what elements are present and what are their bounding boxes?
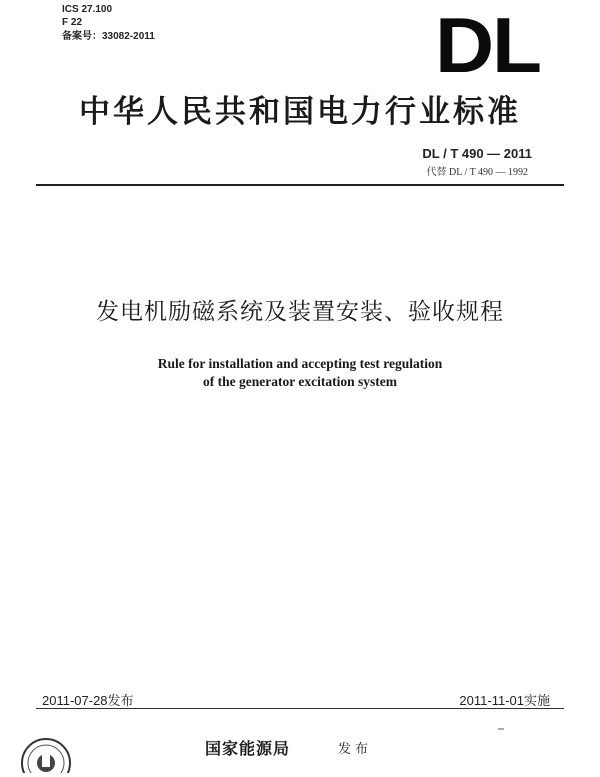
document-title-en-line2: of the generator excitation system — [203, 374, 397, 389]
header-divider — [36, 184, 564, 186]
implement-date: 2011-11-01实施 — [459, 693, 550, 708]
replaces-code: 代替 DL / T 490 — 1992 — [426, 167, 528, 178]
document-title-cn: 发电机励磁系统及装置安装、验收规程 — [96, 299, 504, 325]
dl-logo: DL — [435, 1, 540, 89]
ics-number: ICS 27.100 — [62, 4, 113, 15]
standard-code: DL / T 490 — 2011 — [422, 146, 532, 161]
publisher-name: 国家能源局 — [205, 739, 291, 758]
category-code: F 22 — [62, 17, 83, 28]
seal-emblem-icon — [20, 733, 72, 777]
standard-title: 中华人民共和国电力行业标准 — [79, 94, 521, 130]
record-number: 备案号：33082-2011 — [62, 31, 155, 42]
document-title-en-line1: Rule for installation and accepting test regulation — [157, 356, 443, 371]
publish-date: 2011-07-28发布 — [42, 693, 134, 708]
publish-label: 发布 — [338, 742, 373, 757]
footer-divider — [36, 708, 564, 709]
scan-speck — [498, 728, 504, 730]
